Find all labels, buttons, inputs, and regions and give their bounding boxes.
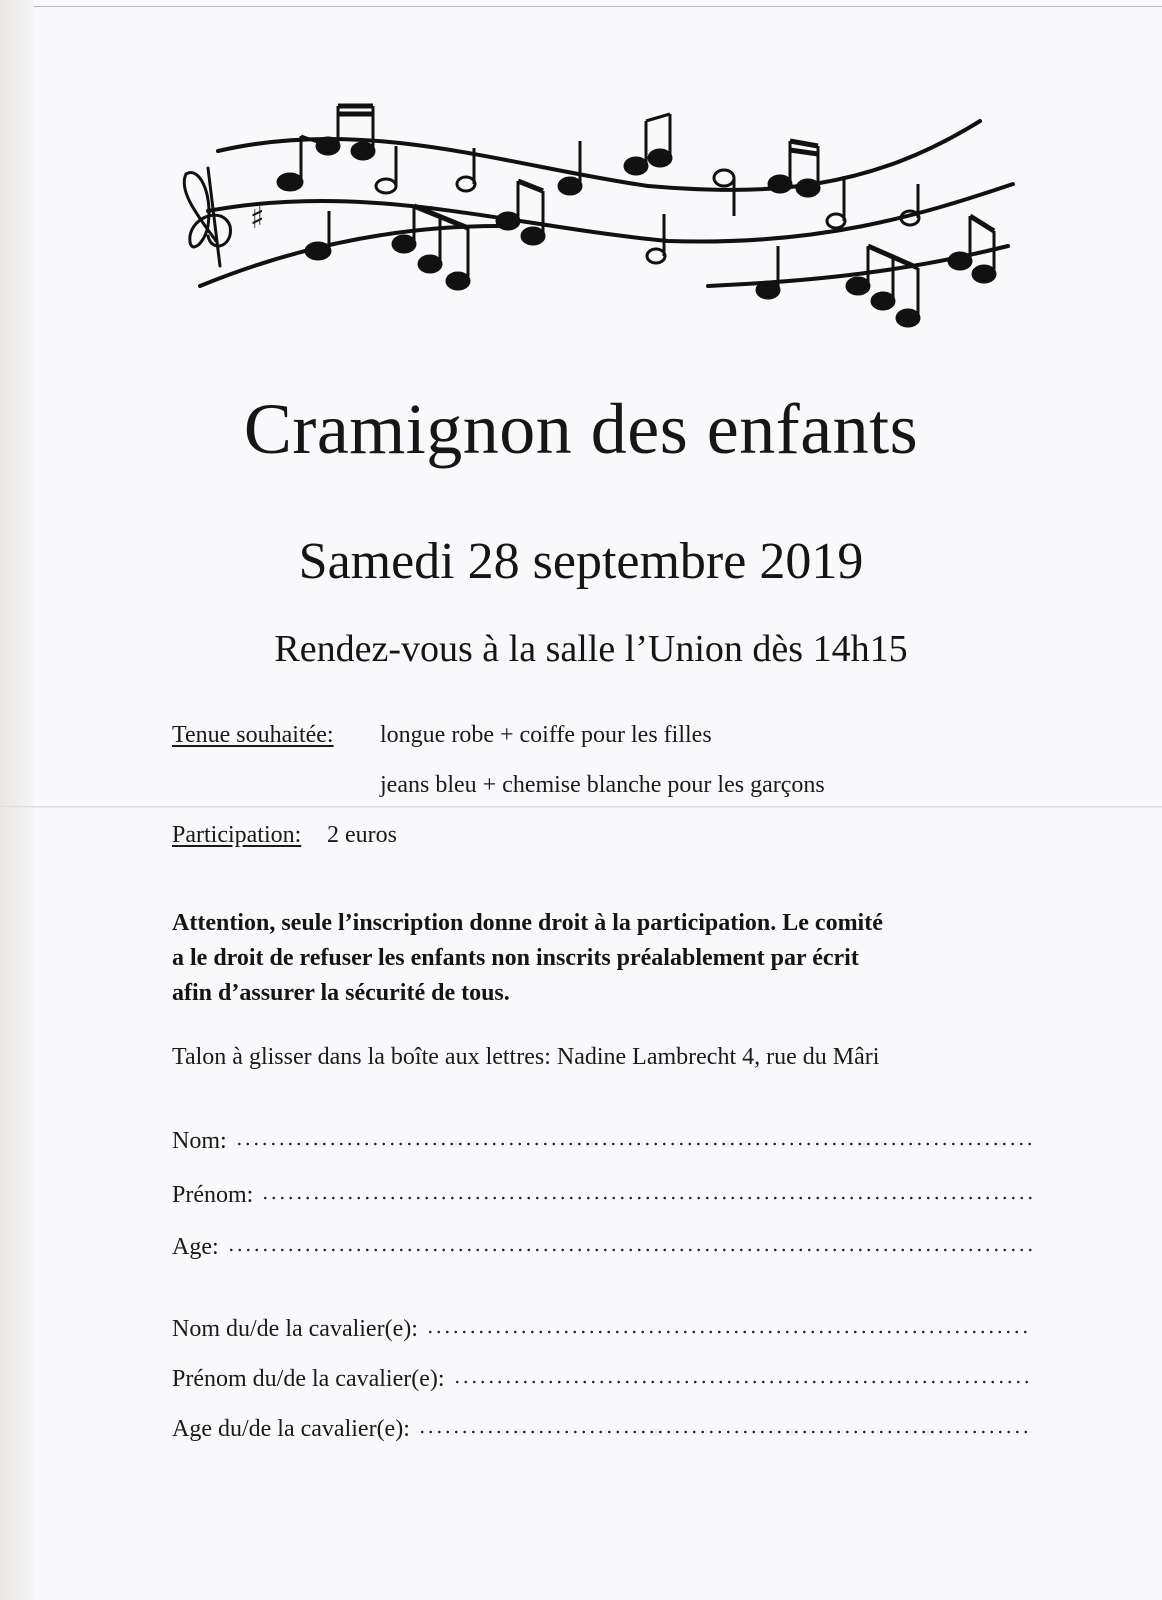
cavalier-prenom-field[interactable] <box>172 1362 1032 1394</box>
notice-line: afin d’assurer la sécurité de tous. <box>172 980 510 1006</box>
field-label: Nom: <box>172 1128 227 1154</box>
prenom-field[interactable] <box>172 1178 1032 1210</box>
dotted-line <box>235 1139 1032 1149</box>
dotted-line <box>426 1327 1032 1337</box>
event-date: Samedi 28 septembre 2019 <box>298 533 864 590</box>
tenue-garcons: jeans bleu + chemise blanche pour les garçons <box>380 772 825 798</box>
participation-label: Participation: <box>172 822 302 848</box>
dotted-line <box>418 1427 1032 1437</box>
field-label: Age du/de la cavalier(e): <box>172 1416 410 1442</box>
age-field[interactable] <box>172 1230 1032 1262</box>
notice-line: a le droit de refuser les enfants non inscrits préalablement par écrit <box>172 945 859 971</box>
field-label: Nom du/de la cavalier(e): <box>172 1316 418 1342</box>
nom-field[interactable] <box>172 1124 1032 1156</box>
cavalier-nom-field[interactable] <box>172 1312 1032 1344</box>
cavalier-age-field[interactable] <box>172 1412 1032 1444</box>
paper-top-edge <box>34 6 1162 7</box>
field-label: Age: <box>172 1234 219 1260</box>
participation-value: 2 euros <box>327 822 397 848</box>
fold-line <box>0 806 1162 808</box>
dotted-line <box>261 1193 1032 1203</box>
music-notes-staff-icon <box>168 96 1028 346</box>
meeting-info: Rendez-vous à la salle l’Union dès 14h15 <box>274 628 908 670</box>
dotted-line <box>453 1377 1032 1387</box>
talon-instructions: Talon à glisser dans la boîte aux lettres: Nadine Lambrecht 4, rue du Mâri <box>172 1044 880 1070</box>
page-title: Cramignon des enfants <box>243 389 919 469</box>
notice-block <box>172 906 1012 1011</box>
field-label: Prénom: <box>172 1182 254 1208</box>
svg-text:♯: ♯ <box>250 201 265 236</box>
notice-line: Attention, seule l’inscription donne droit à la participation. Le comité <box>172 910 883 936</box>
field-label: Prénom du/de la cavalier(e): <box>172 1366 445 1392</box>
tenue-label: Tenue souhaitée: <box>172 722 334 748</box>
dotted-line <box>227 1245 1032 1255</box>
paper-edge <box>0 0 34 1600</box>
tenue-filles: longue robe + coiffe pour les filles <box>380 722 712 748</box>
